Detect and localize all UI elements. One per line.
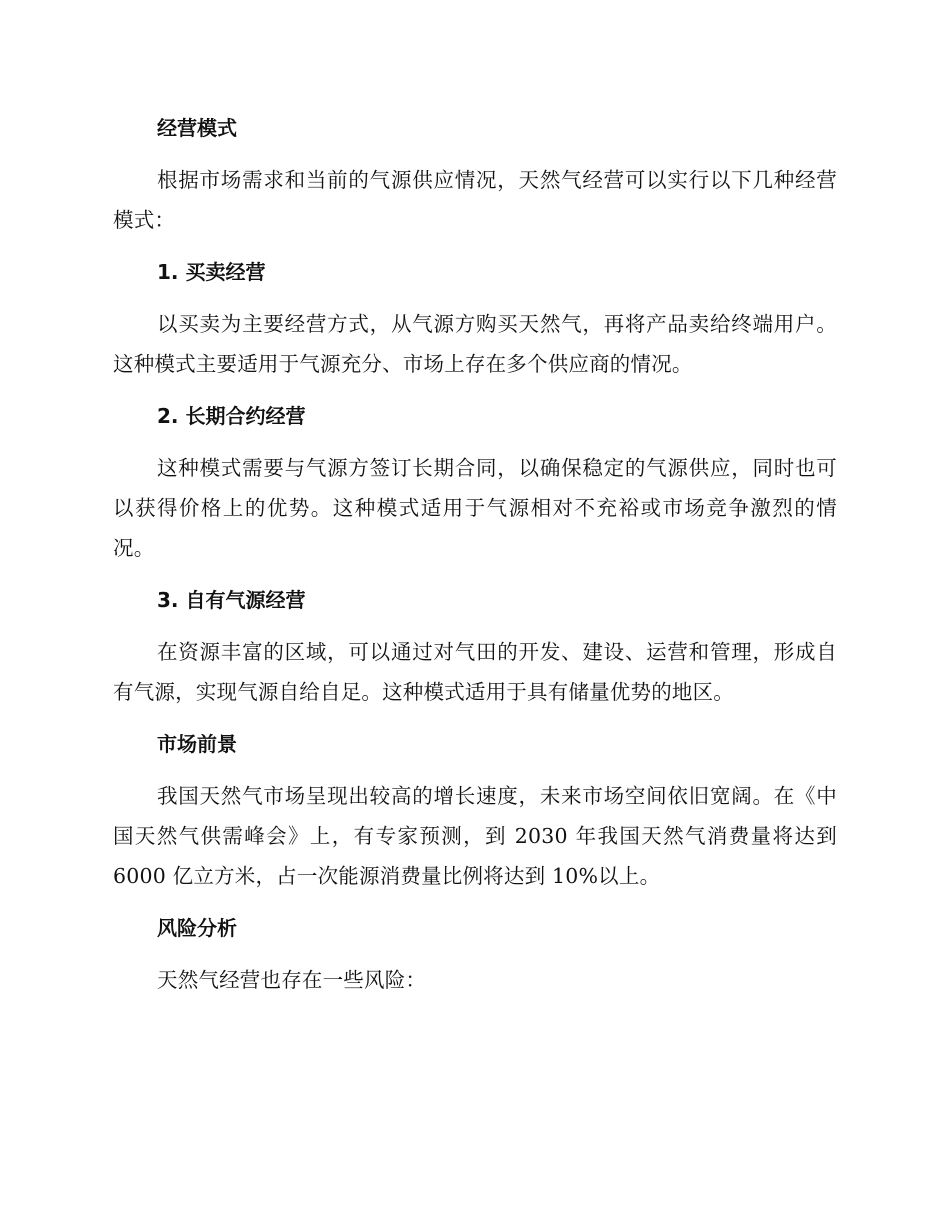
paragraph-risk-analysis: 天然气经营也存在一些风险：	[157, 968, 427, 992]
section-heading-trading: 1. 买卖经营	[157, 260, 266, 284]
paragraph-business-model: 根据市场需求和当前的气源供应情况，天然气经营可以实行以下几种经营模式：	[113, 168, 837, 232]
document-page	[113, 108, 837, 1000]
section-heading-business-model: 经营模式	[157, 116, 237, 140]
paragraph-long-term-contract: 这种模式需要与气源方签订长期合同，以确保稳定的气源供应，同时也可以获得价格上的优势。这种模式适用于气源相对不充裕或市场竞争激烈的情况。	[113, 456, 837, 560]
paragraph-trading: 以买卖为主要经营方式，从气源方购买天然气，再将产品卖给终端用户。这种模式主要适用于气源充分、市场上存在多个供应商的情况。	[113, 312, 837, 376]
paragraph-market-outlook: 我国天然气市场呈现出较高的增长速度，未来市场空间依旧宽阔。在《中国天然气供需峰会》上，有专家预测，到 2030 年我国天然气消费量将达到 6000 亿立方米，占一次能源消费量比例将达到 10%以上。	[113, 784, 837, 888]
section-heading-market-outlook: 市场前景	[157, 732, 237, 756]
section-heading-risk-analysis: 风险分析	[157, 916, 237, 940]
section-heading-own-gas-source: 3. 自有气源经营	[157, 588, 306, 612]
paragraph-own-gas-source: 在资源丰富的区域，可以通过对气田的开发、建设、运营和管理，形成自有气源，实现气源自给自足。这种模式适用于具有储量优势的地区。	[113, 640, 837, 704]
section-heading-long-term-contract: 2. 长期合约经营	[157, 404, 306, 428]
